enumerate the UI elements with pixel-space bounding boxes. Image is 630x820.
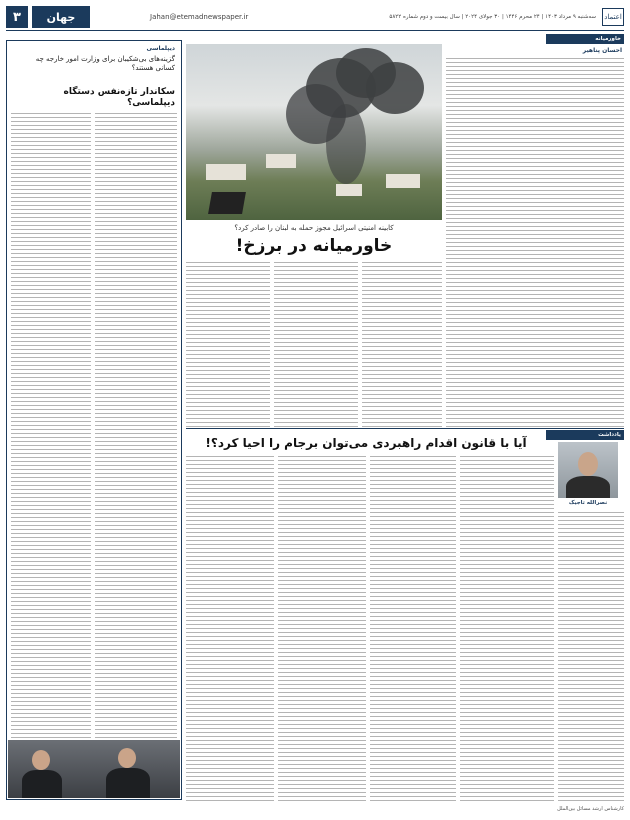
second-text-col-2 <box>460 456 554 802</box>
second-headline: آیا با قانون اقدام راهبردی می‌توان برجام را احیا کرد؟! <box>205 436 527 450</box>
second-text-col-4 <box>278 456 366 802</box>
lead-text-col-3 <box>362 262 442 428</box>
lead-text-col-2 <box>274 262 358 428</box>
footer-note: کارشناس ارشد مسائل بین‌الملل <box>557 806 624 812</box>
author-portrait <box>558 442 618 498</box>
header-rule <box>6 30 624 31</box>
second-text-col-5 <box>186 456 274 802</box>
section-email: Jahan@etemadnewspaper.ir <box>150 13 249 21</box>
newspaper-logo: اعتماد <box>602 8 624 26</box>
diplomacy-text-col-2 <box>11 113 91 773</box>
dateline: سه‌شنبه ۹ مرداد ۱۴۰۳ | ۲۴ محرم ۱۴۴۶ | ۳۰ جولای ۲۰۲۴ | سال بیست و دوم شماره ۵۸۲۲ <box>389 14 596 20</box>
lead-text-col-1 <box>186 262 270 428</box>
airstrike-photo <box>186 44 442 220</box>
diplomacy-text-col-1 <box>95 113 177 773</box>
author-name: نصرالله تاجیک <box>568 500 608 506</box>
second-text-col-3 <box>370 456 456 802</box>
note-label: یادداشت <box>546 430 624 440</box>
right-column-text <box>446 58 624 428</box>
section-divider <box>186 428 624 429</box>
diplomacy-box <box>6 40 182 800</box>
right-column-author: احسان پناهیر <box>582 47 622 54</box>
page-number: ۳ <box>6 6 28 28</box>
lead-kicker: کابینه امنیتی اسرائیل مجوز حمله به لبنان را صادر کرد؟ <box>234 224 394 232</box>
diplomacy-title: سکاندار تازه‌نفس دستگاه دیپلماسی؟ <box>63 87 175 108</box>
second-text-col-1 <box>558 512 624 802</box>
diplomacy-label: دیپلماسی <box>146 45 175 52</box>
section-label: جهان <box>32 6 90 28</box>
right-column-label: خاورمیانه <box>546 34 624 44</box>
officials-photo <box>8 740 180 798</box>
diplomacy-question: گزینه‌های بی‌شکیبان برای وزارت امور خارجه چه کسانی هستند؟ <box>35 55 175 72</box>
lead-headline: خاورمیانه در برزخ! <box>235 236 393 256</box>
page-header <box>6 6 624 28</box>
